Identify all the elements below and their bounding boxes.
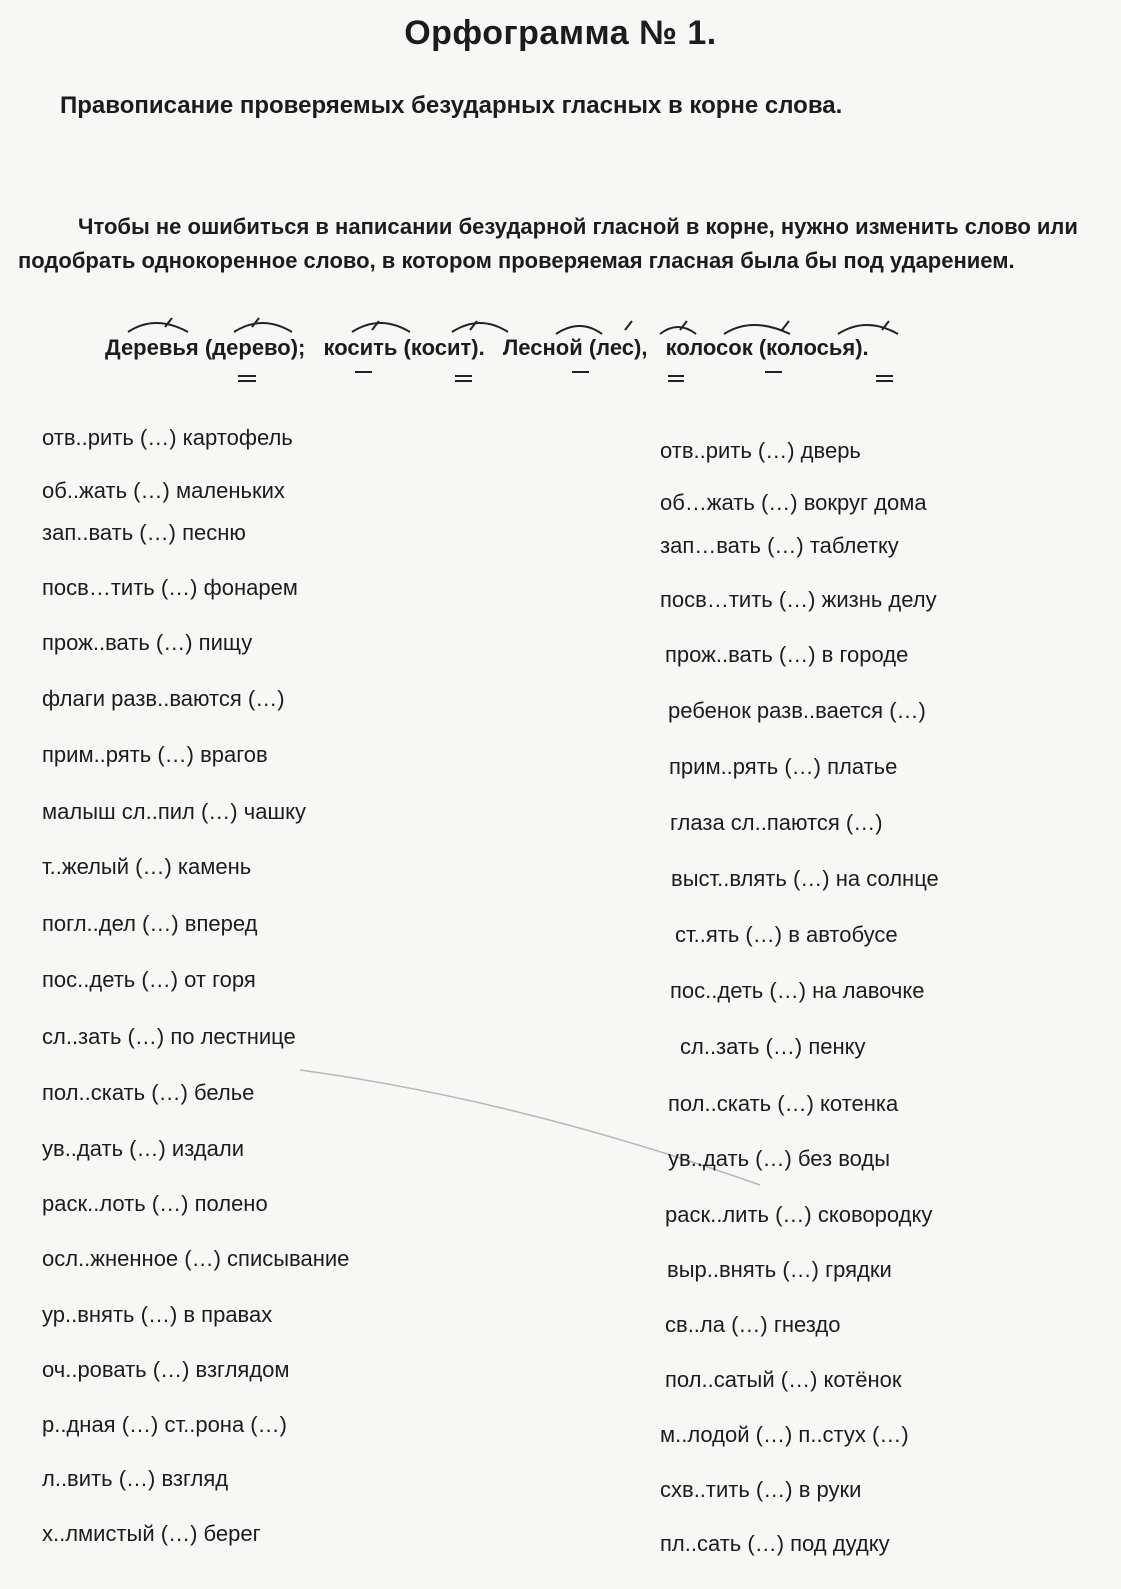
- exercise-item: пос..деть (…) от горя: [42, 967, 256, 992]
- exercise-item: л..вить (…) взгляд: [42, 1466, 229, 1491]
- exercise-item: прим..рять (…) платье: [669, 754, 898, 779]
- exercise-item: пол..скать (…) котенка: [668, 1091, 899, 1116]
- exercise-item: прож..вать (…) в городе: [665, 642, 909, 667]
- exercise-item: т..желый (…) камень: [42, 854, 252, 879]
- exercise-item: раск..лоть (…) полено: [42, 1191, 268, 1216]
- exercise-item: осл..жненное (…) списывание: [42, 1246, 350, 1271]
- exercise-item: пол..скать (…) белье: [42, 1080, 255, 1105]
- exercise-item: выст..влять (…) на солнце: [671, 866, 939, 891]
- exercise-item: ув..дать (…) издали: [42, 1136, 245, 1161]
- exercise-item: глаза сл..паются (…): [670, 810, 883, 835]
- page-title: Орфограмма № 1.: [404, 14, 717, 52]
- page-subtitle: Правописание проверяемых безударных гласных в корне слова.: [60, 92, 843, 119]
- exercise-item: ребенок разв..вается (…): [668, 698, 926, 723]
- exercise-item: оч..ровать (…) взглядом: [42, 1357, 290, 1382]
- exercise-item: ув..дать (…) без воды: [668, 1146, 891, 1171]
- exercise-item: схв..тить (…) в руки: [660, 1477, 862, 1502]
- rule-paragraph: Чтобы не ошибиться в написании безударной гласной в корне, нужно изменить слово или подобрать однокоренное слово, в котором проверяемая гласная была бы под ударением.: [18, 214, 1078, 273]
- exercise-item: х..лмистый (…) берег: [42, 1521, 261, 1546]
- example-kolosok: колосок (колосья).: [665, 335, 869, 360]
- exercise-item: р..дная (…) ст..рона (…): [42, 1412, 287, 1437]
- exercise-item: зап..вать (…) песню: [42, 520, 246, 545]
- exercise-item: пос..деть (…) на лавочке: [670, 978, 925, 1003]
- exercise-item: ур..внять (…) в правах: [42, 1302, 273, 1327]
- example-derevya: Деревья (дерево);: [105, 335, 306, 360]
- exercise-item: прож..вать (…) пищу: [42, 630, 253, 655]
- exercise-item: сл..зать (…) пенку: [680, 1034, 866, 1059]
- exercise-item: погл..дел (…) вперед: [42, 911, 258, 936]
- exercise-item: об..жать (…) маленьких: [42, 478, 285, 503]
- exercise-item: зап…вать (…) таблетку: [660, 533, 899, 558]
- example-kosit: косить (косит).: [323, 335, 485, 360]
- examples-line: [105, 335, 881, 361]
- exercise-item: об…жать (…) вокруг дома: [660, 490, 927, 515]
- exercise-item: малыш сл..пил (…) чашку: [42, 799, 306, 824]
- exercise-item: пол..сатый (…) котёнок: [665, 1367, 902, 1392]
- exercise-item: отв..рить (…) дверь: [660, 438, 861, 463]
- exercise-item: посв…тить (…) фонарем: [42, 575, 298, 600]
- exercise-item: м..лодой (…) п..стух (…): [660, 1422, 909, 1447]
- example-lesnoy: Лесной (лес),: [502, 335, 648, 360]
- exercise-item: выр..внять (…) грядки: [667, 1257, 892, 1282]
- exercise-item: пл..сать (…) под дудку: [660, 1531, 890, 1556]
- exercise-item: ст..ять (…) в автобусе: [675, 922, 898, 947]
- exercise-item: раск..лить (…) сковородку: [665, 1202, 933, 1227]
- exercise-item: посв…тить (…) жизнь делу: [660, 587, 937, 612]
- exercise-item: флаги разв..ваются (…): [42, 686, 285, 711]
- exercise-item: прим..рять (…) врагов: [42, 742, 268, 767]
- exercise-item: отв..рить (…) картофель: [42, 425, 293, 450]
- exercise-item: сл..зать (…) по лестнице: [42, 1024, 296, 1049]
- exercise-item: св..ла (…) гнездо: [665, 1312, 841, 1337]
